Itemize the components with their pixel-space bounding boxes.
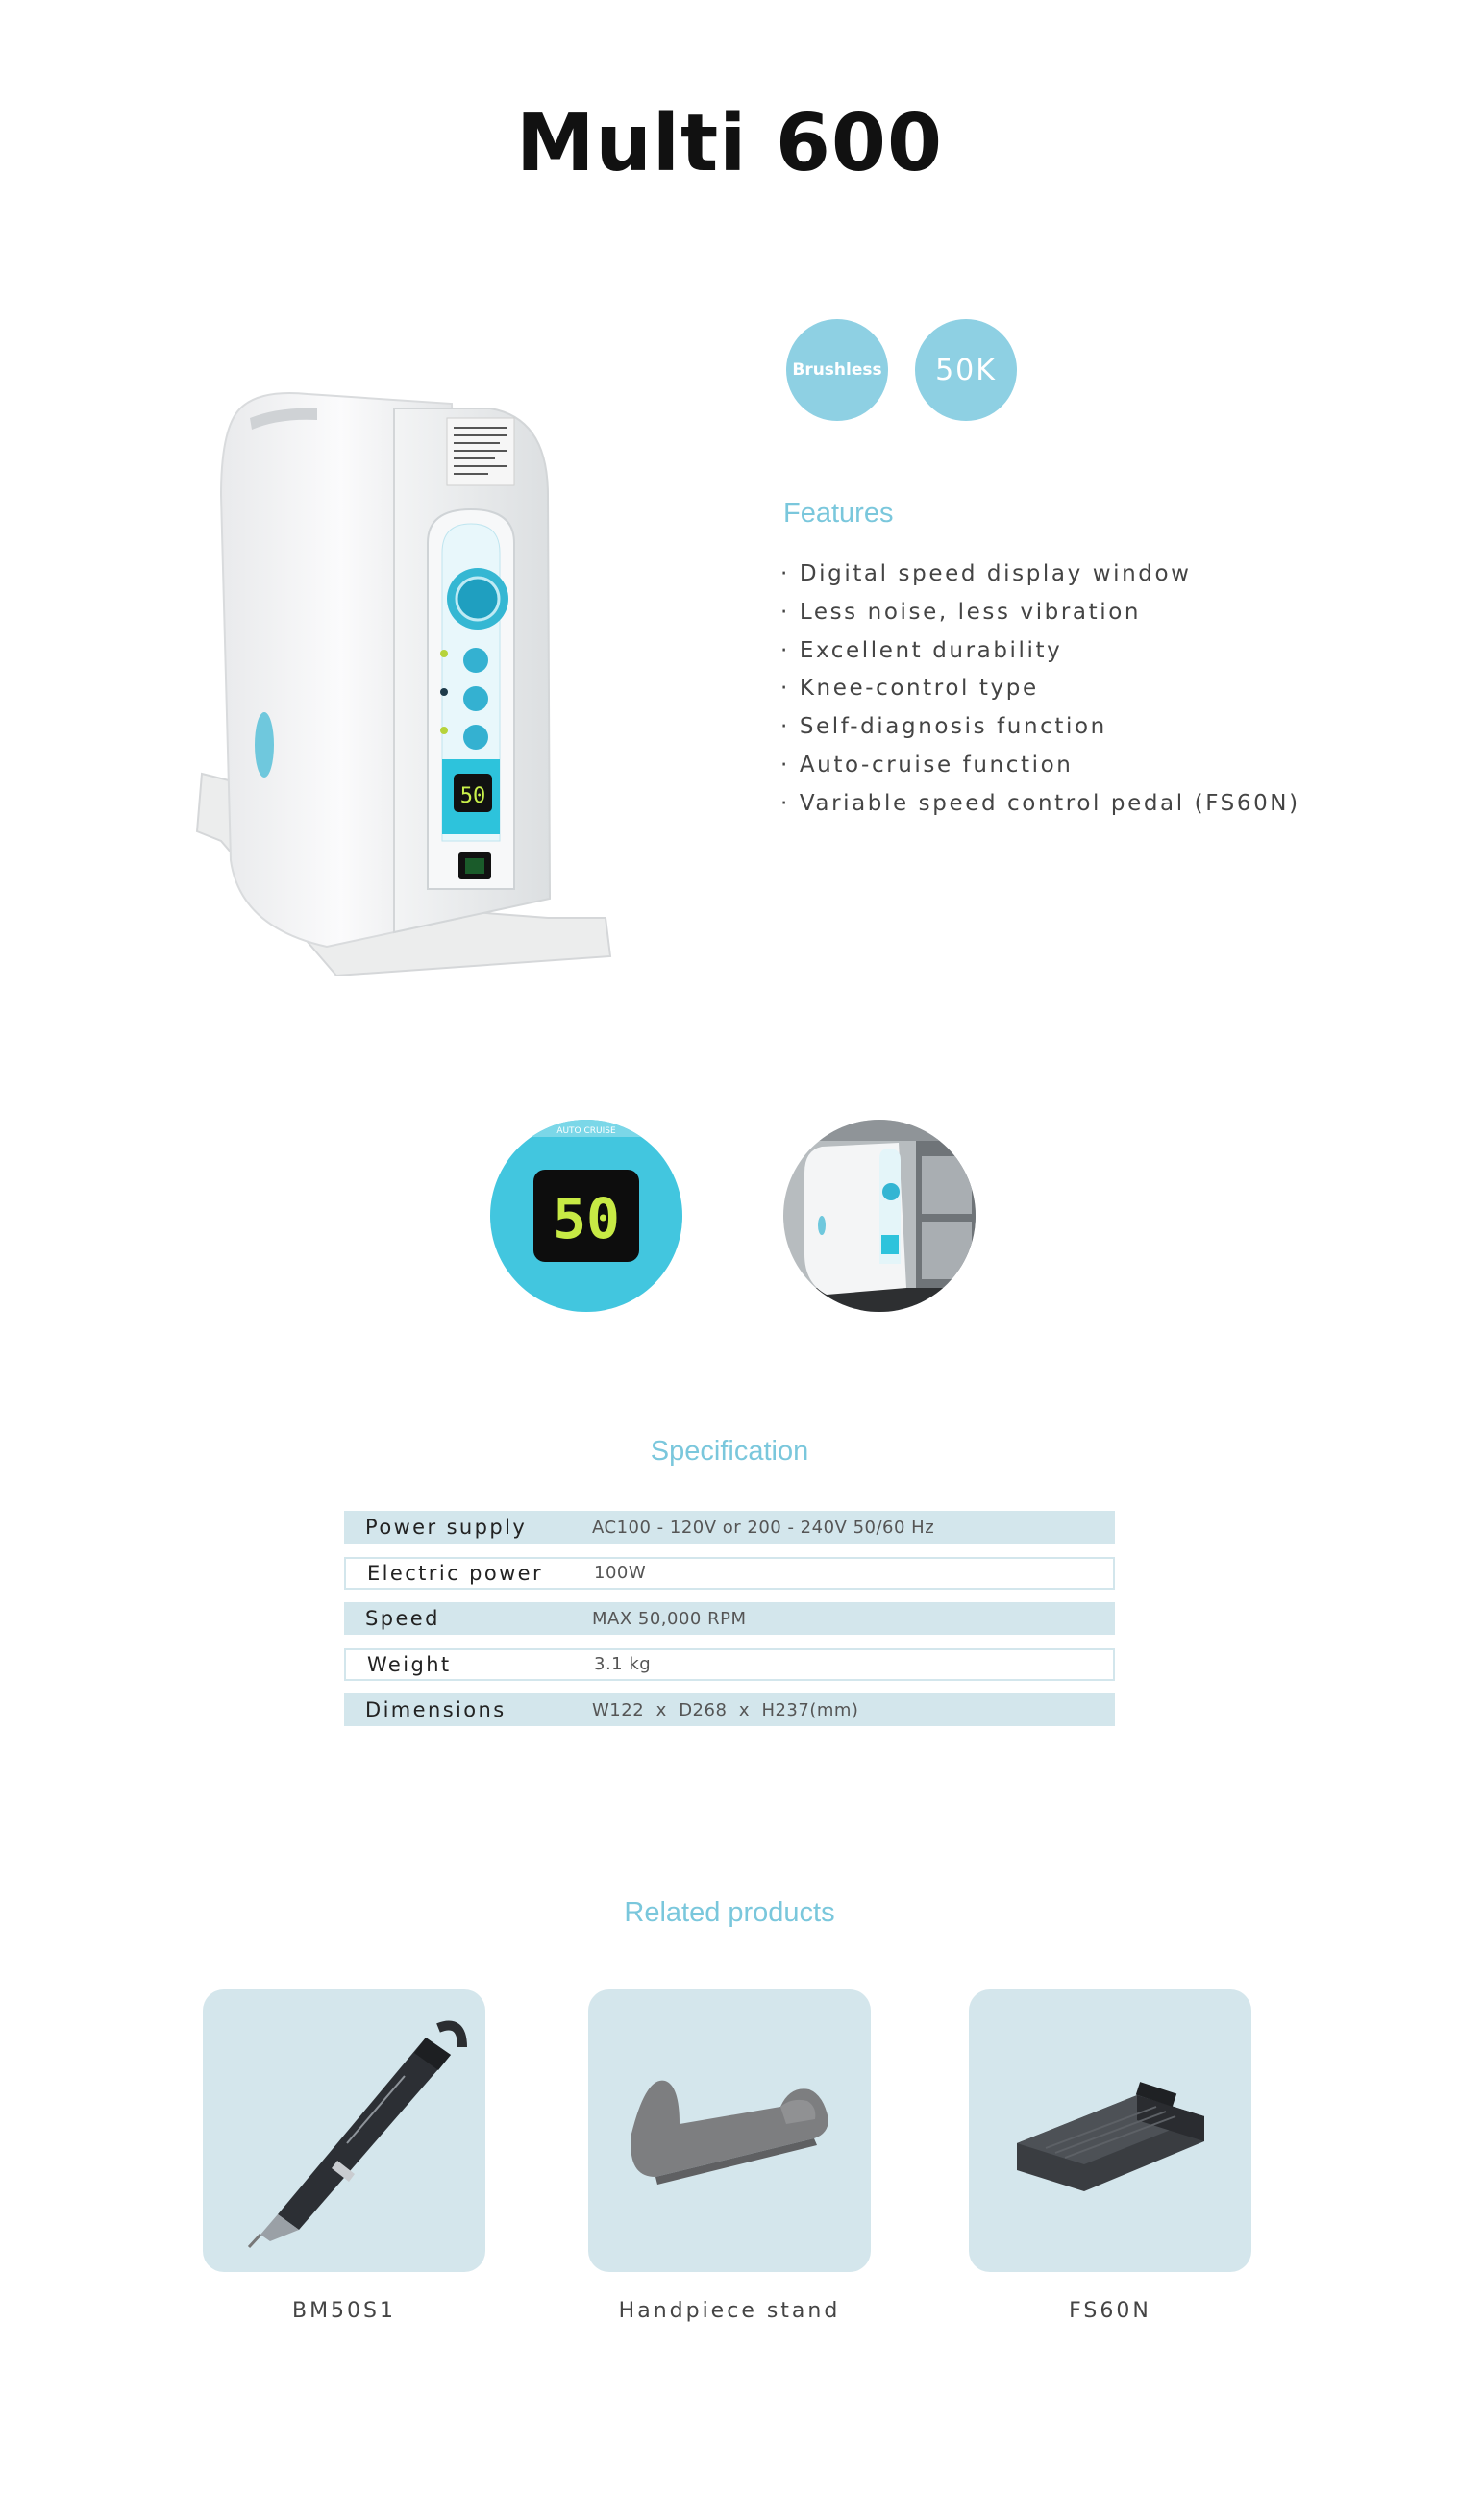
related-product-card-bm50s1[interactable]	[203, 1989, 485, 2272]
related-product-name[interactable]: FS60N	[1069, 2299, 1151, 2323]
brushless-badge: Brushless	[786, 319, 888, 421]
installation-detail-image	[783, 1120, 976, 1312]
related-product-name[interactable]: BM50S1	[291, 2299, 397, 2323]
spec-value: W122 x D268 x H237(mm)	[592, 1699, 859, 1720]
pedal-image	[969, 1989, 1251, 2272]
table-row	[344, 1602, 1115, 1635]
hero-display-value: 50	[459, 784, 486, 808]
related-product-name[interactable]: Handpiece stand	[618, 2299, 841, 2323]
table-row	[344, 1557, 1115, 1590]
spec-value: 3.1 kg	[594, 1654, 652, 1674]
specification-heading: Specification	[650, 1436, 809, 1467]
spec-label: Dimensions	[365, 1698, 507, 1721]
feature-item: · Auto-cruise function	[780, 747, 1300, 785]
stand-image	[588, 1989, 871, 2272]
spec-label: Electric power	[367, 1561, 543, 1585]
auto-cruise-caption: AUTO CRUISE	[556, 1126, 616, 1136]
feature-item: · Excellent durability	[780, 632, 1300, 671]
spec-label: Power supply	[365, 1516, 528, 1539]
hero-product-image	[183, 380, 625, 995]
table-row	[344, 1648, 1115, 1681]
feature-item: · Digital speed display window	[780, 556, 1300, 594]
feature-item: · Variable speed control pedal (FS60N)	[780, 785, 1300, 824]
related-product-card-fs60n[interactable]	[969, 1989, 1251, 2272]
specification-table	[344, 1511, 1115, 1740]
table-row	[344, 1511, 1115, 1544]
table-row	[344, 1693, 1115, 1726]
spec-value: MAX 50,000 RPM	[592, 1608, 747, 1629]
spec-label: Speed	[365, 1607, 440, 1630]
related-products-heading: Related products	[624, 1897, 835, 1928]
handpiece-image	[203, 1989, 485, 2272]
feature-item: · Self-diagnosis function	[780, 708, 1300, 747]
page-title: Multi 600	[515, 98, 944, 189]
display-detail-image	[490, 1120, 682, 1312]
related-product-card-handpiece-stand[interactable]	[588, 1989, 871, 2272]
spec-value: AC100 - 120V or 200 - 240V 50/60 Hz	[592, 1517, 935, 1538]
spec-label: Weight	[367, 1652, 452, 1676]
feature-item: · Knee-control type	[780, 670, 1300, 708]
detail-display-value: 50	[553, 1186, 620, 1251]
features-list	[780, 556, 1300, 824]
features-heading: Features	[783, 498, 894, 529]
spec-value: 100W	[594, 1563, 647, 1583]
feature-item: · Less noise, less vibration	[780, 594, 1300, 632]
speed-badge: 50K	[915, 319, 1017, 421]
